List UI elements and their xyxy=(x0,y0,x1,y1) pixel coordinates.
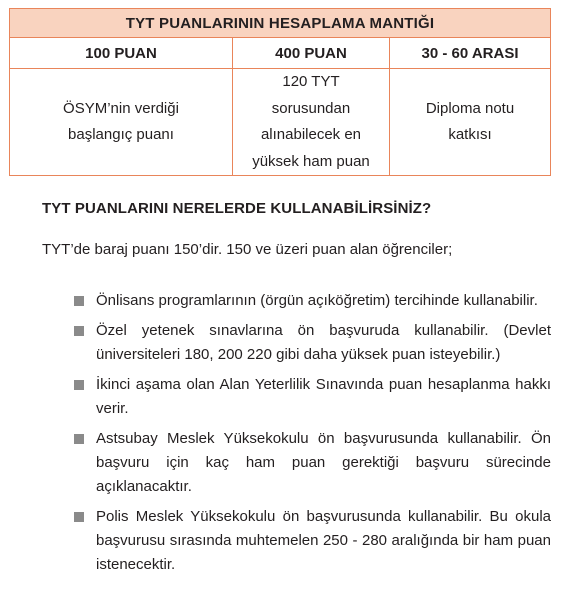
column-header-30-60: 30 - 60 ARASI xyxy=(390,38,551,69)
table-cell-30-60 xyxy=(390,69,551,176)
list-item-text: Polis Meslek Yüksekokulu ön başvurusunda kullanabilir. Bu okula başvurusu sırasında muhtemelen 250 - 280 aralığında bir ham puan istenecektir. xyxy=(96,508,551,573)
cell-line: 120 TYT xyxy=(282,73,340,90)
list-item-text: Önlisans programlarının (örgün açıköğretim) tercihinde kullanabilir. xyxy=(96,292,538,309)
list-item xyxy=(74,319,551,367)
table-cell-100 xyxy=(10,69,233,176)
square-bullet-icon xyxy=(74,512,84,522)
cell-line: başlangıç puanı xyxy=(68,126,174,143)
list-item xyxy=(74,289,551,313)
list-item-text: İkinci aşama olan Alan Yeterlilik Sınavında puan hesaplanma hakkı verir. xyxy=(96,376,551,417)
cell-line: sorusundan xyxy=(271,99,351,117)
cell-line: katkısı xyxy=(448,126,492,143)
section-heading: TYT PUANLARINI NERELERDE KULLANABİLİRSİNİZ? xyxy=(42,200,432,217)
list-item-text: Astsubay Meslek Yüksekokulu ön başvurusunda kullanabilir. Ön başvuru için kaç ham puan gerektiği başvuru sürecinde açıklanacaktır. xyxy=(96,430,551,495)
column-header-100: 100 PUAN xyxy=(10,38,233,69)
cell-line: yüksek ham puan xyxy=(252,152,370,170)
list-item xyxy=(74,427,551,499)
table-title: TYT PUANLARININ HESAPLAMA MANTIĞI xyxy=(10,9,551,38)
square-bullet-icon xyxy=(74,380,84,390)
list-item-text: Özel yetenek sınavlarına ön başvuruda kullanabilir. (Devlet üniversiteleri 180, 200 220 gibi daha yüksek puan isteyebilir.) xyxy=(96,322,551,363)
column-header-400: 400 PUAN xyxy=(233,38,390,69)
square-bullet-icon xyxy=(74,326,84,336)
square-bullet-icon xyxy=(74,296,84,306)
square-bullet-icon xyxy=(74,434,84,444)
cell-line: ÖSYM’nin verdiği xyxy=(63,99,179,117)
cell-line: alınabilecek en xyxy=(260,126,362,143)
intro-text: TYT’de baraj puanı 150’dir. 150 ve üzeri puan alan öğrenciler; xyxy=(42,241,453,258)
bullet-list xyxy=(74,289,551,583)
table-cell-400 xyxy=(233,69,390,176)
score-table xyxy=(9,8,551,176)
cell-line: Diploma notu xyxy=(425,99,515,117)
list-item xyxy=(74,373,551,421)
list-item xyxy=(74,505,551,577)
